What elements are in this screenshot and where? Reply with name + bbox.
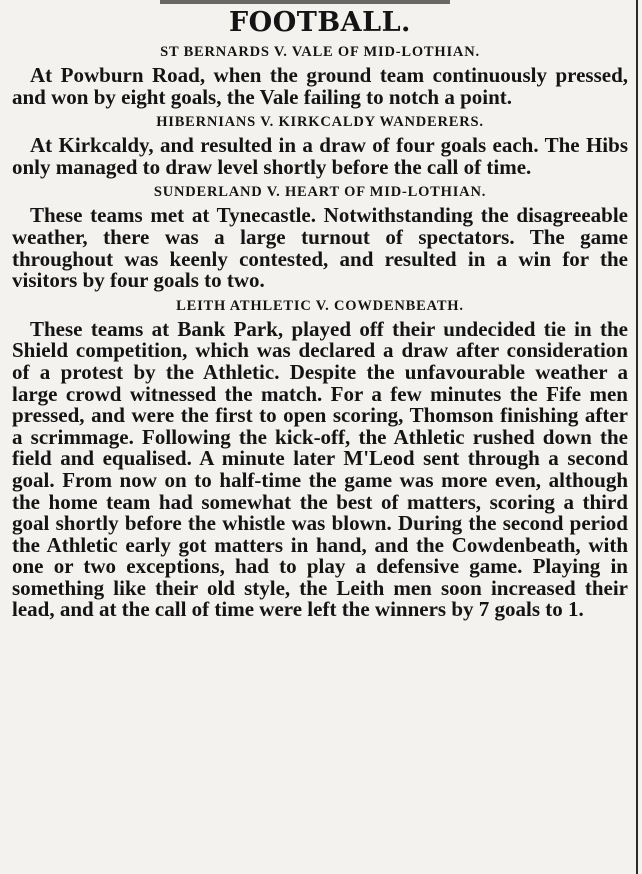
article-sunderland-hearts bbox=[12, 182, 628, 291]
article-body: At Kirkcaldy, and resulted in a draw of four goals each. The Hibs only managed to draw level shortly before the call of time. bbox=[12, 133, 628, 179]
article-leith-cowdenbeath bbox=[12, 296, 628, 621]
article-heading: HIBERNIANS V. KIRKCALDY WANDERERS. bbox=[156, 114, 484, 131]
top-rule bbox=[160, 0, 450, 4]
article-heading: LEITH ATHLETIC V. COWDENBEATH. bbox=[176, 297, 464, 314]
article-heading: SUNDERLAND V. HEART OF MID-LOTHIAN. bbox=[153, 184, 487, 201]
article-body: At Powburn Road, when the ground team continuously pressed, and won by eight goals, the Vale failing to notch a point. bbox=[12, 63, 628, 109]
article-hibernians-kirkcaldy bbox=[12, 112, 628, 178]
column-rule bbox=[636, 0, 638, 874]
page-title: FOOTBALL. bbox=[229, 7, 411, 38]
article-heading: ST BERNARDS V. VALE OF MID-LOTHIAN. bbox=[160, 44, 480, 60]
article-body: These teams met at Tynecastle. Notwithstanding the disagreeable weather, there was a large turnout of spectators. The game throughout was keenly contested, and resulted in a win for the visitors by four goals to two. bbox=[12, 203, 628, 293]
article-st-bernards-vale bbox=[12, 42, 628, 108]
article-body: These teams at Bank Park, played off their undecided tie in the Shield competition, which was declared a draw after consideration of a protest by the Athletic. Despite the unfavourable weather a large crowd witnessed the match. For a few minutes the Fife men pressed, and were the first to open scoring, Thomson finishing after a scrimmage. Following the kick-off, the Athletic rushed down the field and equalised. A minute later M'Leod sent through a second goal. From now on to half-time the game was more even, although the home team had somewhat the best of matters, scoring a third goal shortly before the whistle was blown. During the second period the Athletic early got matters in hand, and the Cowdenbeath, with one or two exceptions, had to play a defensive game. Playing in something like their old style, the Leith men soon increased their lead, and at the call of time were left the winners by 7 goals to 1. bbox=[12, 316, 628, 622]
